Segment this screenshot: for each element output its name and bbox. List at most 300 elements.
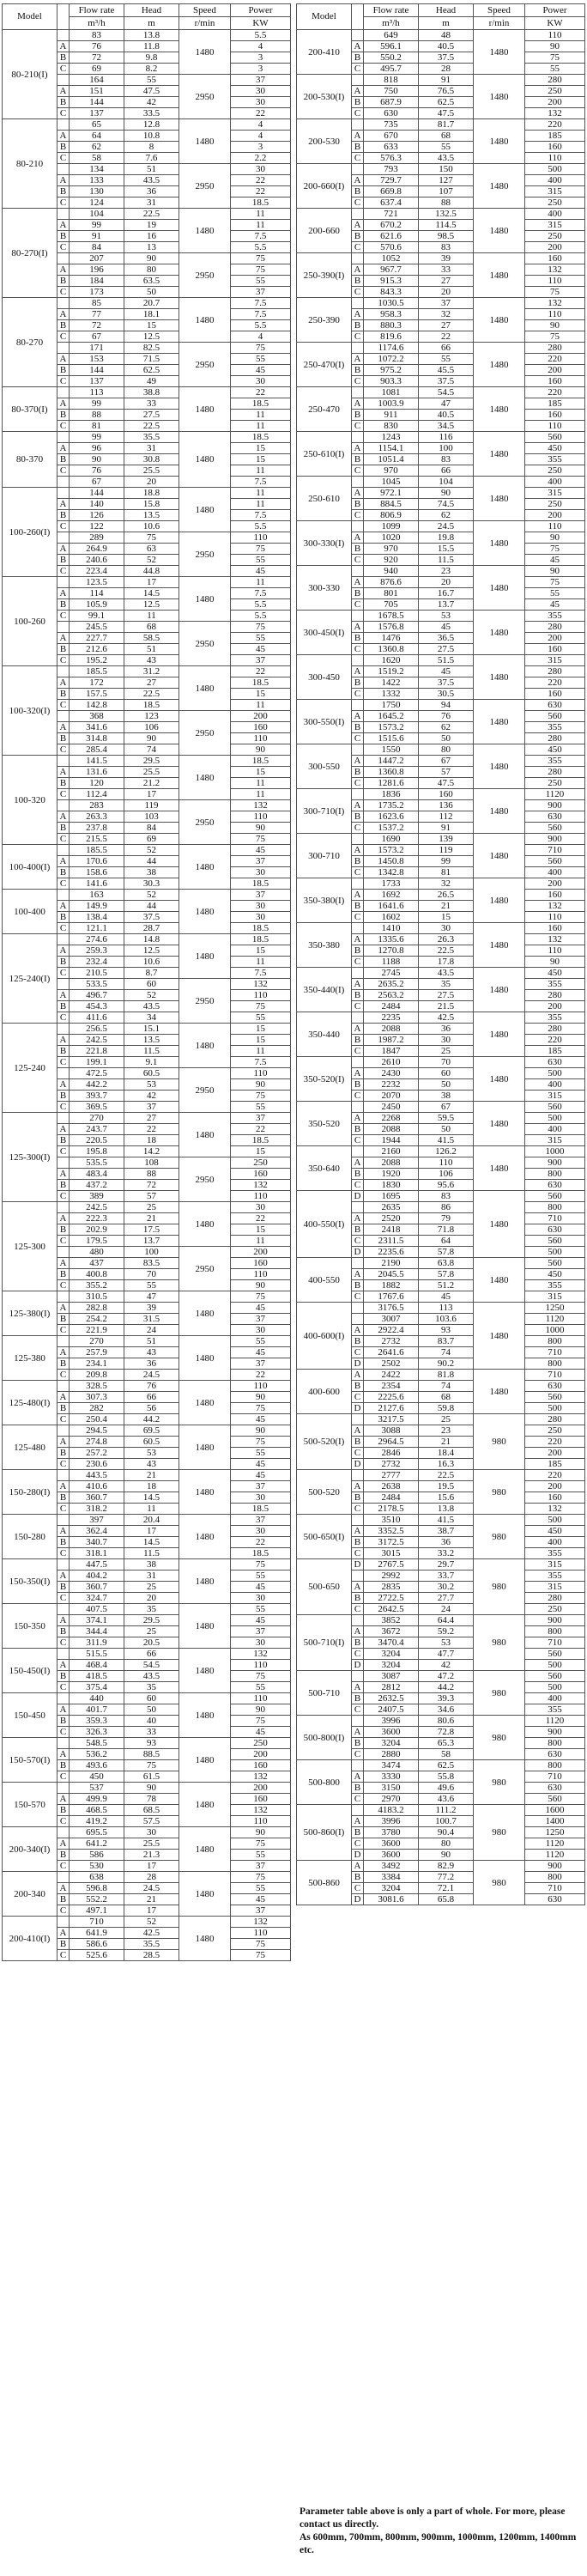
flow-cell: 81 [70, 421, 124, 432]
power-cell: 45 [231, 644, 291, 655]
head-cell: 67 [419, 1102, 474, 1113]
head-cell: 33 [124, 1727, 179, 1738]
variant-cell: B [352, 990, 364, 1001]
head-cell: 27.5 [419, 644, 474, 655]
speed-cell: 1480 [474, 923, 525, 968]
flow-cell: 1882 [364, 1280, 419, 1291]
head-cell: 27 [419, 276, 474, 287]
flow-cell: 263.3 [70, 811, 124, 823]
flow-cell: 1072.2 [364, 354, 419, 365]
head-cell: 14.5 [124, 1492, 179, 1504]
head-cell: 36 [124, 1358, 179, 1370]
table-row [3, 577, 291, 588]
flow-cell: 283 [70, 800, 124, 811]
power-cell: 132 [231, 1805, 291, 1816]
power-cell: 200 [231, 1783, 291, 1794]
flow-cell: 2732 [364, 1459, 419, 1470]
variant-cell: A [352, 1157, 364, 1169]
power-cell: 7.5 [231, 477, 291, 488]
head-cell: 90 [419, 1850, 474, 1861]
power-cell: 315 [525, 1582, 585, 1593]
variant-cell [352, 432, 364, 443]
flow-cell: 199.1 [70, 1057, 124, 1068]
flow-cell: 630 [364, 108, 419, 119]
flow-cell: 2641.6 [364, 1347, 419, 1358]
variant-cell [57, 1068, 70, 1079]
power-cell: 30 [231, 1325, 291, 1336]
power-cell: 800 [525, 1336, 585, 1347]
variant-cell: C [57, 1459, 70, 1470]
variant-cell [352, 1716, 364, 1727]
model-cell: 300-450(I) [297, 611, 352, 655]
variant-cell [352, 1012, 364, 1024]
table-row [3, 30, 291, 41]
variant-cell: B [57, 867, 70, 878]
flow-cell: 641.2 [70, 1838, 124, 1850]
speed-cell: 1480 [474, 521, 525, 566]
variant-cell: A [57, 1213, 70, 1224]
power-cell: 560 [525, 711, 585, 722]
variant-cell: B [57, 555, 70, 566]
variant-cell [57, 1157, 70, 1169]
head-cell: 77.2 [419, 1872, 474, 1883]
power-cell: 630 [525, 1783, 585, 1794]
variant-cell: B [352, 588, 364, 599]
flow-cell: 99 [70, 432, 124, 443]
variant-cell [57, 666, 70, 677]
variant-cell: A [352, 41, 364, 52]
variant-cell: A [57, 1392, 70, 1403]
flow-cell: 76 [70, 41, 124, 52]
head-cell: 28.5 [124, 1950, 179, 1961]
flow-cell: 120 [70, 778, 124, 789]
flow-cell: 1944 [364, 1135, 419, 1146]
model-cell: 350-520 [297, 1102, 352, 1146]
power-cell: 1120 [525, 789, 585, 800]
power-cell: 280 [525, 622, 585, 633]
model-cell: 125-300(I) [3, 1113, 57, 1202]
power-cell: 75 [231, 1838, 291, 1850]
power-cell: 37 [231, 1905, 291, 1917]
head-cell: 50 [419, 1079, 474, 1091]
speed-cell: 980 [474, 1716, 525, 1760]
head-cell: 44.2 [419, 1682, 474, 1693]
power-cell: 75 [231, 834, 291, 845]
table-row [297, 253, 585, 264]
flow-cell: 77 [70, 309, 124, 320]
variant-cell: A [57, 901, 70, 912]
flow-cell: 264.9 [70, 544, 124, 555]
variant-cell: C [57, 1504, 70, 1515]
power-cell: 11 [231, 499, 291, 510]
speed-cell: 1480 [474, 164, 525, 209]
power-cell: 45 [231, 365, 291, 376]
power-cell: 560 [525, 823, 585, 834]
model-cell: 80-270 [3, 298, 57, 387]
variant-cell: C [57, 287, 70, 298]
variant-cell: C [57, 1637, 70, 1649]
model-cell: 500-650 [297, 1559, 352, 1615]
speed-cell: 980 [474, 1760, 525, 1805]
power-cell: 37 [231, 1314, 291, 1325]
variant-cell: B [57, 186, 70, 197]
table-row [297, 477, 585, 488]
table-row [3, 1291, 291, 1303]
variant-cell [57, 934, 70, 945]
flow-cell: 2484 [364, 1492, 419, 1504]
head-cell: 10.6 [124, 957, 179, 968]
variant-cell [57, 1917, 70, 1928]
speed-cell: 1480 [474, 477, 525, 521]
power-cell: 5.5 [231, 242, 291, 253]
variant-cell: A [352, 1727, 364, 1738]
flow-cell: 99 [70, 220, 124, 231]
variant-cell: A [57, 1258, 70, 1269]
table-row [3, 119, 291, 131]
head-cell: 21.3 [124, 1850, 179, 1861]
head-cell: 62.5 [419, 97, 474, 108]
table-row [3, 1649, 291, 1660]
head-cell: 52 [124, 990, 179, 1001]
flow-cell: 638 [70, 1872, 124, 1883]
table-row [3, 1336, 291, 1347]
power-cell: 280 [525, 767, 585, 778]
variant-cell: B [57, 823, 70, 834]
head-cell: 47.5 [124, 86, 179, 97]
power-cell: 1000 [525, 1146, 585, 1157]
flow-cell: 400.8 [70, 1269, 124, 1280]
flow-cell: 515.5 [70, 1649, 124, 1660]
variant-cell [57, 622, 70, 633]
head-cell: 64 [419, 1236, 474, 1247]
flow-cell: 173 [70, 287, 124, 298]
flow-cell: 2880 [364, 1749, 419, 1760]
head-cell: 47.7 [419, 1649, 474, 1660]
flow-cell: 360.7 [70, 1492, 124, 1504]
flow-cell: 69 [70, 64, 124, 75]
power-cell: 11 [231, 220, 291, 231]
model-cell: 300-550(I) [297, 700, 352, 744]
variant-cell: C [352, 1046, 364, 1057]
table-row [297, 968, 585, 979]
flow-cell: 876.6 [364, 577, 419, 588]
power-cell: 160 [525, 890, 585, 901]
head-cell: 30.3 [124, 878, 179, 890]
variant-cell [57, 890, 70, 901]
variant-cell: C [57, 153, 70, 164]
head-cell: 66 [124, 1649, 179, 1660]
flow-cell: 972.1 [364, 488, 419, 499]
variant-cell: C [57, 1102, 70, 1113]
power-cell: 400 [525, 175, 585, 186]
table-row [297, 1671, 585, 1682]
power-cell: 3 [231, 52, 291, 64]
head-cell: 50 [419, 733, 474, 744]
head-cell: 90 [124, 733, 179, 744]
power-cell: 400 [525, 1079, 585, 1091]
head-cell: 51 [124, 164, 179, 175]
flow-cell: 1360.8 [364, 644, 419, 655]
head-cell: 49 [124, 376, 179, 387]
head-cell: 21 [419, 901, 474, 912]
variant-cell: D [352, 1358, 364, 1370]
power-cell: 185 [525, 398, 585, 410]
head-cell: 93 [419, 1325, 474, 1336]
flow-cell: 670 [364, 131, 419, 142]
flow-cell: 1847 [364, 1046, 419, 1057]
head-cell: 19.5 [419, 1481, 474, 1492]
power-cell: 315 [525, 655, 585, 666]
model-cell: 500-800 [297, 1760, 352, 1805]
flow-cell: 819.6 [364, 331, 419, 343]
power-cell: 37 [231, 75, 291, 86]
variant-cell [57, 1470, 70, 1481]
head-cell: 75 [124, 532, 179, 544]
variant-cell: B [57, 142, 70, 153]
flow-cell: 570.6 [364, 242, 419, 253]
flow-cell: 1576.8 [364, 622, 419, 633]
head-cell: 27.5 [124, 410, 179, 421]
flow-cell: 3780 [364, 1827, 419, 1838]
flow-cell: 141.6 [70, 878, 124, 890]
power-cell: 220 [525, 1470, 585, 1481]
flow-cell: 1154.1 [364, 443, 419, 454]
head-cell: 21 [419, 1437, 474, 1448]
head-cell: 34.5 [419, 421, 474, 432]
speed-cell: 1480 [179, 30, 231, 75]
head-cell: 108 [124, 1157, 179, 1169]
flow-cell: 2311.5 [364, 1236, 419, 1247]
model-cell: 300-710 [297, 834, 352, 878]
flow-cell: 141.5 [70, 756, 124, 767]
variant-cell [352, 30, 364, 41]
head-cell: 35 [124, 1604, 179, 1615]
model-cell: 80-210(I) [3, 30, 57, 119]
head-cell: 33 [124, 398, 179, 410]
flow-cell: 307.3 [70, 1392, 124, 1403]
power-cell: 75 [231, 544, 291, 555]
head-cell: 14.5 [124, 588, 179, 599]
power-cell: 90 [231, 1425, 291, 1437]
pump-table-left [2, 3, 291, 1961]
head-cell: 13.5 [124, 510, 179, 521]
flow-cell: 586.6 [70, 1939, 124, 1950]
head-cell: 35 [124, 1682, 179, 1693]
head-cell: 21 [124, 1213, 179, 1224]
power-cell: 37 [231, 1481, 291, 1492]
flow-cell: 410.6 [70, 1481, 124, 1492]
variant-cell: C [57, 108, 70, 119]
power-cell: 160 [231, 1258, 291, 1269]
model-cell: 500-520(I) [297, 1414, 352, 1470]
head-cell: 95.6 [419, 1180, 474, 1191]
variant-cell: B [57, 778, 70, 789]
power-cell: 200 [231, 1247, 291, 1258]
head-cell: 33.7 [419, 1571, 474, 1582]
power-cell: 185 [525, 131, 585, 142]
speed-cell: 2950 [179, 979, 231, 1024]
variant-cell [352, 1515, 364, 1526]
power-cell: 560 [525, 1671, 585, 1682]
flow-cell: 1099 [364, 521, 419, 532]
variant-cell [352, 1102, 364, 1113]
table-row [3, 1693, 291, 1704]
head-cell: 37.5 [419, 677, 474, 689]
variant-cell: B [352, 1336, 364, 1347]
power-cell: 30 [231, 376, 291, 387]
power-cell: 45 [231, 1303, 291, 1314]
power-cell: 3 [231, 142, 291, 153]
model-cell: 250-470 [297, 387, 352, 432]
variant-cell: B [57, 1671, 70, 1682]
power-cell: 630 [525, 811, 585, 823]
variant-cell: A [352, 86, 364, 97]
head-cell: 68.5 [124, 1805, 179, 1816]
head-cell: 49.6 [419, 1783, 474, 1794]
flow-cell: 911 [364, 410, 419, 421]
head-cell: 59.2 [419, 1626, 474, 1637]
head-cell: 90.2 [419, 1358, 474, 1370]
head-cell: 41.5 [419, 1135, 474, 1146]
head-cell: 57.5 [124, 1816, 179, 1827]
power-cell: 800 [525, 1169, 585, 1180]
power-cell: 1120 [525, 1716, 585, 1727]
flow-cell: 172 [70, 677, 124, 689]
power-cell: 11 [231, 410, 291, 421]
variant-cell: B [352, 1280, 364, 1291]
head-cell: 37.5 [124, 912, 179, 923]
power-cell: 37 [231, 1358, 291, 1370]
flow-cell: 368 [70, 711, 124, 722]
head-cell: 23 [419, 566, 474, 577]
flow-cell: 242.5 [70, 1035, 124, 1046]
flow-cell: 3600 [364, 1727, 419, 1738]
flow-cell: 230.6 [70, 1459, 124, 1470]
power-cell: 630 [525, 1057, 585, 1068]
table-header [3, 4, 291, 30]
variant-cell: C [352, 242, 364, 253]
head-cell: 24.5 [124, 1883, 179, 1894]
flow-cell: 495.7 [364, 64, 419, 75]
model-cell: 400-600(I) [297, 1303, 352, 1370]
flow-cell: 3474 [364, 1760, 419, 1771]
flow-cell: 3852 [364, 1615, 419, 1626]
variant-cell: C [57, 878, 70, 890]
flow-cell: 3204 [364, 1738, 419, 1749]
head-cell: 21.5 [419, 1001, 474, 1012]
variant-cell: B [352, 1593, 364, 1604]
variant-cell: C [57, 1905, 70, 1917]
flow-cell: 294.5 [70, 1425, 124, 1437]
model-cell: 80-270(I) [3, 209, 57, 298]
power-cell: 4 [231, 119, 291, 131]
head-cell: 37 [419, 298, 474, 309]
head-cell: 30.2 [419, 1582, 474, 1593]
speed-cell: 1480 [474, 1258, 525, 1303]
flow-cell: 2846 [364, 1448, 419, 1459]
flow-cell: 1270.8 [364, 945, 419, 957]
power-cell: 22 [231, 1537, 291, 1548]
head-cell: 18 [124, 1481, 179, 1492]
flow-cell: 259.3 [70, 945, 124, 957]
head-cell: 26.3 [419, 934, 474, 945]
variant-cell [57, 343, 70, 354]
power-cell: 200 [525, 1001, 585, 1012]
table-row [297, 1805, 585, 1816]
power-cell: 110 [525, 421, 585, 432]
power-cell: 355 [525, 979, 585, 990]
power-cell: 45 [231, 1615, 291, 1626]
power-cell: 200 [525, 633, 585, 644]
head-cell: 19 [124, 220, 179, 231]
table-row [297, 566, 585, 577]
power-cell: 5.5 [231, 611, 291, 622]
head-cell: 90.4 [419, 1827, 474, 1838]
power-cell: 45 [231, 1347, 291, 1358]
variant-cell: B [57, 1850, 70, 1861]
power-cell: 110 [525, 945, 585, 957]
power-cell: 30 [231, 1637, 291, 1649]
power-cell: 45 [231, 566, 291, 577]
speed-cell: 1480 [474, 968, 525, 1012]
speed-cell: 1480 [179, 1872, 231, 1917]
head-cell: 32 [419, 878, 474, 890]
variant-cell: B [57, 1269, 70, 1280]
power-cell: 90 [231, 823, 291, 834]
flow-cell: 1447.2 [364, 756, 419, 767]
power-cell: 22 [231, 1213, 291, 1224]
power-cell: 45 [231, 1894, 291, 1905]
speed-cell: 1480 [179, 1470, 231, 1515]
model-cell: 125-240 [3, 1024, 57, 1113]
speed-cell: 2950 [179, 1068, 231, 1113]
variant-cell: B [352, 767, 364, 778]
power-cell: 18.5 [231, 1504, 291, 1515]
power-cell: 280 [525, 733, 585, 744]
power-cell: 400 [525, 477, 585, 488]
power-cell: 110 [231, 1191, 291, 1202]
power-cell: 200 [525, 1448, 585, 1459]
flow-cell: 270 [70, 1336, 124, 1347]
model-cell: 400-550 [297, 1258, 352, 1303]
flow-cell: 96 [70, 443, 124, 454]
power-cell: 355 [525, 722, 585, 733]
power-cell: 22 [231, 186, 291, 197]
variant-cell: B [57, 231, 70, 242]
power-cell: 30 [231, 912, 291, 923]
power-cell: 132 [525, 108, 585, 119]
table-row [3, 1872, 291, 1883]
variant-cell: C [352, 1347, 364, 1358]
power-cell: 37 [231, 655, 291, 666]
variant-cell: C [57, 744, 70, 756]
variant-cell [57, 1693, 70, 1704]
speed-cell: 1480 [179, 1738, 231, 1783]
speed-cell: 1480 [179, 1827, 231, 1872]
flow-cell: 3470.4 [364, 1637, 419, 1649]
variant-cell: A [352, 1526, 364, 1537]
head-cell: 52 [124, 890, 179, 901]
table-row [297, 343, 585, 354]
variant-cell: A [352, 845, 364, 856]
head-cell: 88.5 [124, 1749, 179, 1760]
variant-cell: A [57, 945, 70, 957]
variant-cell: C [352, 197, 364, 209]
flow-cell: 124 [70, 197, 124, 209]
variant-cell: B [352, 276, 364, 287]
flow-cell: 3150 [364, 1783, 419, 1794]
variant-cell: B [352, 320, 364, 331]
